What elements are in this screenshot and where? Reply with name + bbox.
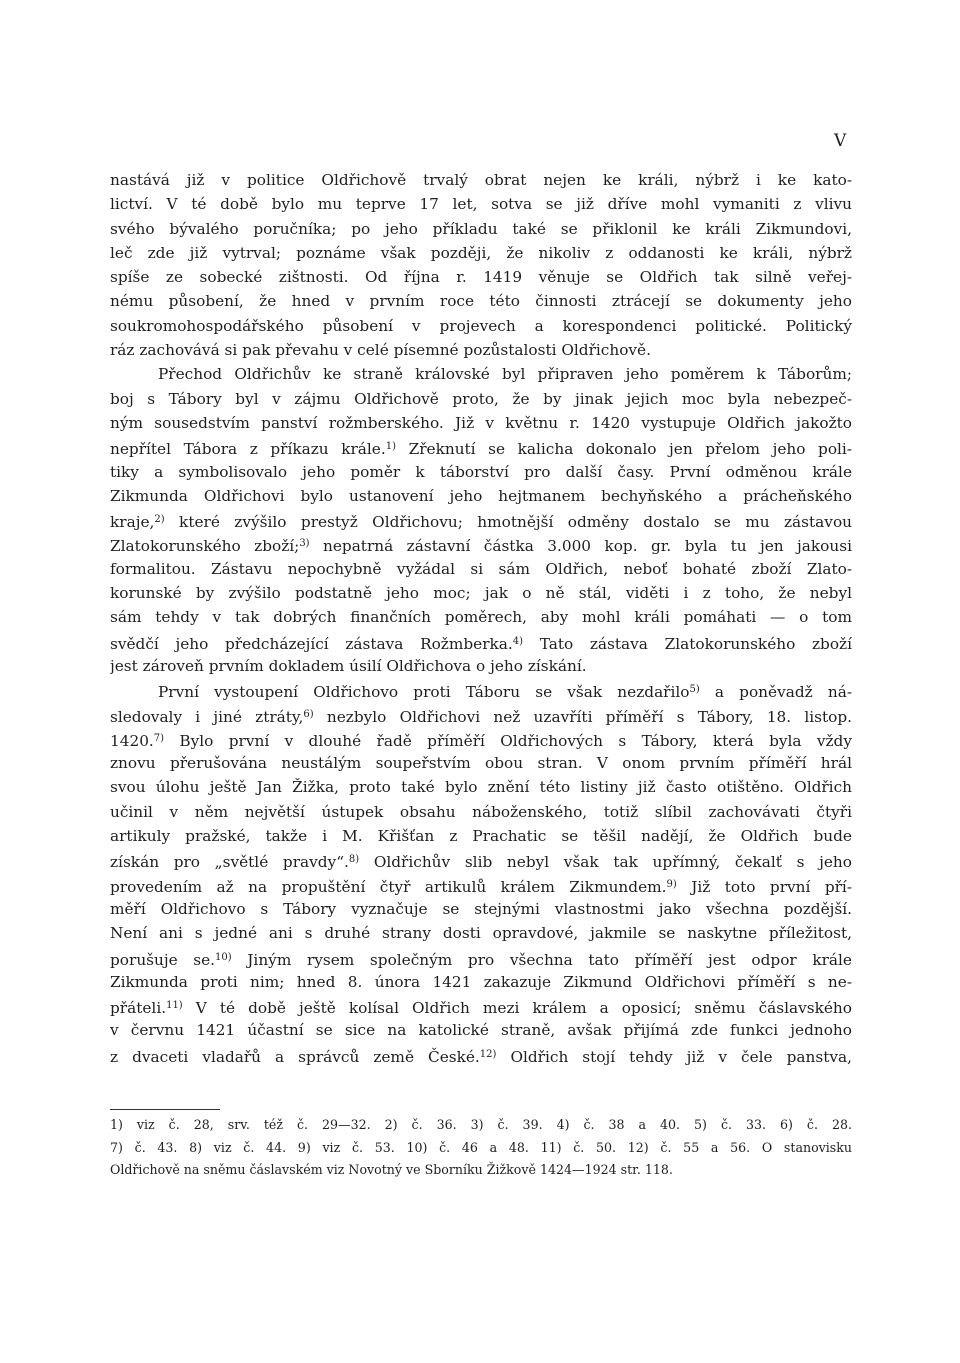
line-text: v červnu 1421 účastní se sice na katolické straně, avšak přijímá zde funkci jednoho [110, 1021, 852, 1040]
footnote-line [110, 1159, 852, 1182]
line-text: Jiným rysem společným pro všechna tato příměří jest odpor krále [231, 950, 852, 969]
line-text: ným sousedstvím panství rožmberského. Již v květnu r. 1420 vystupuje Oldřich jakožto [110, 413, 852, 432]
line-text: Oldřichův slib nebyl však tak upřímný, čekalť s jeho [359, 853, 852, 872]
line-text: artikuly pražské, takže i M. Křišťan z Prachatic se těšil nadějí, že Oldřich bude [110, 827, 852, 846]
text-line [110, 217, 852, 241]
line-text: První vystoupení Oldřichovo proti Táboru se však nezdařilo [158, 683, 690, 702]
line-text: ráz zachovává si pak převahu v celé písemné pozůstalosti Oldřichově. [110, 341, 651, 360]
line-text: sám tehdy v tak dobrých finančních poměrech, aby mohl králi pomáhati — o tom [110, 608, 852, 627]
line-text: kraje, [110, 513, 155, 532]
text-line [110, 265, 852, 289]
line-text: V té době ještě kolísal Oldřich mezi králem a oposicí; sněmu čáslavského [182, 999, 852, 1018]
line-text: nepatrná zástavní částka 3.000 kop. gr. byla tu jen jakousi [309, 537, 852, 556]
line-text: formalitou. Zástavu nepochybně vyžádal si sám Oldřich, neboť bohaté zboží Zlato- [110, 559, 852, 578]
footnote-ref: 11) [166, 1000, 183, 1012]
line-text: porušuje se. [110, 950, 216, 969]
text-line [110, 314, 852, 338]
footnote-ref: 6) [303, 708, 314, 720]
line-text: nému působení, že hned v prvním roce této činnosti ztrácejí se dokumenty jeho [110, 292, 852, 311]
text-line [110, 557, 852, 581]
line-text: spíše ze sobecké zištnosti. Od října r. 1419 věnuje se Oldřich tak silně veřej- [110, 268, 852, 287]
text-line [110, 581, 852, 605]
text-line [110, 873, 852, 897]
line-text: leč zde již vytrval; poznáme však později, že nikoliv z oddanosti ke králi, nýbrž [110, 243, 852, 262]
text-line [110, 411, 852, 435]
line-text: Zikmunda Oldřichovi bylo ustanovení jeho hejtmanem bechyňského a prácheňského [110, 486, 852, 505]
line-text: provedením až na propuštění čtyř artikulů králem Zikmundem. [110, 877, 667, 896]
text-line [110, 654, 852, 678]
line-text: soukromohospodářského působení v projevech a korespondenci politické. Politický [110, 316, 852, 335]
text-line [110, 921, 852, 945]
page-number: V [834, 131, 847, 151]
footnote-line [110, 1114, 852, 1137]
line-text: Zlatokorunského zboží; [110, 537, 300, 556]
footnote-ref: 12) [479, 1048, 497, 1060]
line-text: přáteli. [110, 999, 167, 1018]
line-text: Oldřich stojí tehdy již v čele panstva, [496, 1047, 852, 1066]
text-line [110, 897, 852, 921]
line-text: nepřítel Tábora z příkazu krále. [110, 440, 386, 459]
footnote-text: 1) viz č. 28, srv. též č. 29—32. 2) č. 36. 3) č. 39. 4) č. 38 a 40. 5) č. 33. 6) č. 28. [110, 1117, 852, 1132]
footnote-ref: 4) [512, 635, 524, 647]
footnote-text: Oldřichově na sněmu čáslavském viz Novotný ve Sborníku Žižkově 1424—1924 str. 118. [110, 1162, 673, 1177]
text-line [110, 824, 852, 848]
text-line [110, 168, 852, 192]
line-text: Zikmunda proti nim; hned 8. února 1421 zakazuje Zikmund Oldřichovi příměří s ne- [110, 972, 852, 991]
text-line [110, 751, 852, 775]
line-text: Není ani s jedné ani s druhé strany dosti opravdové, jakmile se naskytne příležitost, [110, 924, 852, 943]
line-text: získán pro „světlé pravdy“. [110, 853, 349, 872]
footnote-ref: 7) [153, 732, 165, 744]
line-text: které zvýšilo prestyž Oldřichovu; hmotnější odměny dostalo se mu zástavou [164, 513, 852, 532]
text-line [110, 605, 852, 629]
text-line [110, 1018, 852, 1042]
text-line [110, 435, 852, 459]
text-line [110, 994, 852, 1018]
text-line [110, 1043, 852, 1067]
footnote-line [110, 1137, 852, 1160]
text-line [110, 946, 852, 970]
text-line [110, 484, 852, 508]
footnote-ref: 2) [154, 514, 165, 526]
line-text: měří Oldřichovo s Tábory vyznačuje se stejnými vlastnostmi jako všechna pozdější. [110, 899, 852, 918]
text-line [110, 289, 852, 313]
footnote-ref: 8) [348, 854, 360, 866]
footnote-ref: 10) [215, 951, 232, 963]
line-text: znovu přerušována neustálým soupeřstvím obou stran. V onom prvním příměří hrál [110, 754, 852, 773]
text-line [110, 970, 852, 994]
line-text: 1420. [110, 731, 154, 750]
text-line [110, 338, 852, 362]
text-line [110, 241, 852, 265]
line-text: sledovaly i jiné ztráty, [110, 707, 304, 726]
line-text: nezbylo Oldřichovi než uzavříti příměří s Tábory, 18. listop. [313, 707, 852, 726]
text-line [110, 508, 852, 532]
footnote-ref: 1) [385, 441, 396, 453]
line-text: učinil v něm největší ústupek obsahu náboženského, totiž slíbil zachovávati čtyři [110, 802, 852, 821]
text-line [110, 800, 852, 824]
line-text: svého bývalého poručníka; po jeho příkladu také se přiklonil ke králi Zikmundovi, [110, 219, 852, 238]
text-line [110, 460, 852, 484]
line-text: jest zároveň prvním dokladem úsilí Oldřichova o jeho získání. [110, 656, 587, 675]
text-line [110, 362, 852, 386]
line-text: Zřeknutí se kalicha dokonalo jen přelom jeho poli- [396, 440, 852, 459]
line-text: boj s Tábory byl v zájmu Oldřichově proto, že by jinak jejich moc byla nebezpeč- [110, 389, 852, 408]
footnotes [110, 1114, 852, 1182]
text-line [110, 703, 852, 727]
footnote-ref: 3) [299, 538, 310, 550]
text-line [110, 532, 852, 556]
line-text: korunské by zvýšilo podstatně jeho moc; jak o ně stál, viděti i z toho, že nebyl [110, 584, 852, 603]
line-text: Již toto první pří- [676, 877, 852, 896]
line-text: svědčí jeho předcházející zástava Rožmberka. [110, 634, 513, 653]
line-text: tiky a symbolisovalo jeho poměr k táborství pro další časy. První odměnou krále [110, 462, 852, 481]
footnote-text: 7) č. 43. 8) viz č. 44. 9) viz č. 53. 10) č. 46 a 48. 11) č. 50. 12) č. 55 a 56. O stanovisku [110, 1139, 852, 1155]
text-line [110, 727, 852, 751]
text-line [110, 387, 852, 411]
body-text [110, 168, 852, 1067]
text-line [110, 630, 852, 654]
line-text: lictví. V té době bylo mu teprve 17 let, sotva se již dříve mohl vymaniti z vlivu [110, 195, 852, 214]
line-text: Bylo první v dlouhé řadě příměří Oldřichových s Tábory, která byla vždy [164, 731, 852, 750]
text-line [110, 775, 852, 799]
footnote-rule [110, 1109, 220, 1110]
line-text: svou úlohu ještě Jan Žižka, proto také bylo znění této listiny již často otištěno. Oldřich [110, 778, 852, 797]
line-text: Přechod Oldřichův ke straně královské byl připraven jeho poměrem k Táborům; [158, 365, 852, 384]
footnote-ref: 9) [666, 878, 677, 890]
text-line [110, 192, 852, 216]
footnote-ref: 5) [689, 684, 700, 696]
text-line [110, 848, 852, 872]
line-text: Tato zástava Zlatokorunského zboží [523, 634, 852, 653]
line-text: nastává již v politice Oldřichově trvalý obrat nejen ke králi, nýbrž i ke kato- [110, 171, 852, 189]
text-line [110, 678, 852, 702]
line-text: a poněvadž ná- [699, 683, 852, 702]
line-text: z dvaceti vladařů a správců země České. [110, 1047, 480, 1066]
